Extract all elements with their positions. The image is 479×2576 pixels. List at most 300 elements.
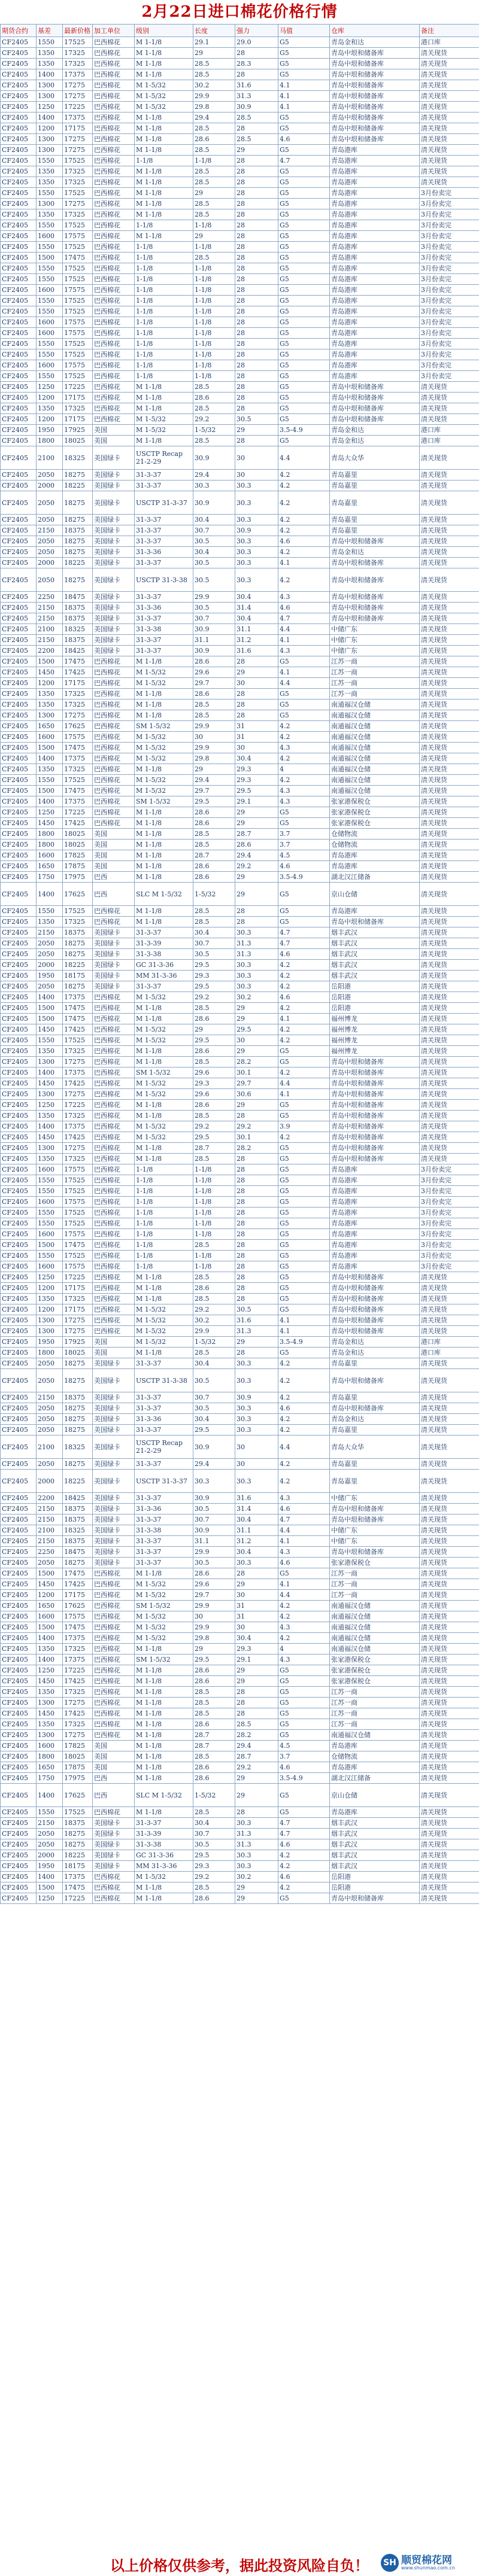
table-cell: 青岛港库 — [330, 1186, 420, 1197]
table-cell: 30.7 — [193, 1829, 235, 1839]
table-cell: 1-1/8 — [193, 1251, 235, 1261]
table-cell: 28 — [235, 1568, 278, 1579]
table-cell: 清关现货 — [420, 1655, 479, 1665]
table-cell: 29.2 — [235, 1121, 278, 1132]
table-cell: 青岛中垠和储备库 — [330, 59, 420, 69]
table-cell: 美国绿卡 — [93, 603, 135, 613]
table-row — [1, 1504, 479, 1514]
table-cell: 巴西棉花 — [93, 69, 135, 80]
table-cell: 1400 — [37, 69, 63, 80]
table-cell: 巴西棉花 — [93, 317, 135, 328]
table-cell: 31.3 — [235, 91, 278, 102]
table-cell: 4.1 — [278, 1579, 330, 1590]
table-cell: 4.7 — [278, 613, 330, 624]
table-cell: 17975 — [63, 872, 93, 883]
table-cell: USCTP 31-3-38 — [135, 1369, 193, 1392]
table-cell: 1-1/8 — [135, 1164, 193, 1175]
table-cell: 29 — [235, 1676, 278, 1687]
table-cell: 1-1/8 — [135, 349, 193, 360]
table-cell: 青岛中垠和储备库 — [330, 48, 420, 59]
table-cell: 29.5 — [193, 796, 235, 807]
table-row — [1, 1304, 479, 1315]
table-cell: 31.3 — [235, 1829, 278, 1839]
table-cell: 巴西 — [93, 872, 135, 883]
table-cell: CF2405 — [1, 949, 37, 960]
table-row — [1, 1568, 479, 1579]
table-cell: 17275 — [63, 134, 93, 145]
table-cell: 28.5 — [193, 177, 235, 188]
table-cell: 青岛港库 — [330, 199, 420, 209]
table-cell: 青岛中垠和储备库 — [330, 69, 420, 80]
table-cell: CF2405 — [1, 1369, 37, 1392]
table-cell: 17575 — [63, 360, 93, 371]
table-cell: 岳阳港 — [330, 1882, 420, 1893]
table-cell: 17525 — [63, 156, 93, 166]
table-cell: 31-3-37 — [135, 1403, 193, 1414]
table-cell: 4.6 — [278, 1504, 330, 1514]
table-cell: 1300 — [37, 80, 63, 91]
table-cell: 巴西棉花 — [93, 242, 135, 253]
table-cell: 1250 — [37, 382, 63, 393]
table-cell: CF2405 — [1, 491, 37, 515]
table-row — [1, 1579, 479, 1590]
table-cell: 1450 — [37, 1708, 63, 1719]
table-cell: 29.4 — [193, 775, 235, 786]
table-cell: 17275 — [63, 199, 93, 209]
table-cell: 1400 — [37, 1655, 63, 1665]
table-cell: 29.6 — [193, 1579, 235, 1590]
table-cell: 4.1 — [278, 1014, 330, 1024]
table-cell: 巴西棉花 — [93, 1622, 135, 1633]
table-row — [1, 1687, 479, 1698]
table-cell: CF2405 — [1, 525, 37, 536]
table-cell: 1-1/8 — [193, 1175, 235, 1186]
table-cell: 18325 — [63, 446, 93, 470]
table-cell: 1300 — [37, 145, 63, 156]
table-cell: 17275 — [63, 1326, 93, 1337]
table-row — [1, 242, 479, 253]
table-cell: M 1-5/32 — [135, 667, 193, 678]
table-cell: 30.5 — [193, 1403, 235, 1414]
table-cell: 巴西棉花 — [93, 1164, 135, 1175]
table-cell: 湖北汉江储备 — [330, 872, 420, 883]
table-cell: G5 — [278, 1687, 330, 1698]
table-cell: 30.4 — [193, 515, 235, 525]
table-cell: 1500 — [37, 1003, 63, 1014]
table-cell: 1-1/8 — [135, 317, 193, 328]
table-cell: 17375 — [63, 753, 93, 764]
table-cell: 29 — [193, 48, 235, 59]
table-row — [1, 37, 479, 48]
table-cell: 30.1 — [235, 1067, 278, 1078]
column-header: 备注 — [420, 25, 479, 37]
table-cell: 4.3 — [278, 786, 330, 796]
table-cell: 巴西棉花 — [93, 1730, 135, 1741]
table-cell: 清关现货 — [420, 48, 479, 59]
table-row — [1, 1218, 479, 1229]
table-cell: G5 — [278, 1100, 330, 1111]
table-cell: 青岛金和达 — [330, 1337, 420, 1348]
table-cell: 30.9 — [193, 446, 235, 470]
table-cell: 18375 — [63, 635, 93, 646]
table-cell: CF2405 — [1, 188, 37, 199]
table-cell: 17325 — [63, 1046, 93, 1057]
table-cell: 清关现货 — [420, 80, 479, 91]
table-cell: 4.2 — [278, 1601, 330, 1611]
table-cell: 17475 — [63, 786, 93, 796]
table-cell: 28.5 — [193, 840, 235, 850]
table-cell: 4.2 — [278, 981, 330, 992]
table-cell: 29.5 — [193, 960, 235, 971]
table-cell: 30.5 — [193, 1558, 235, 1568]
table-row — [1, 872, 479, 883]
table-cell: 青岛中垠和储备库 — [330, 613, 420, 624]
table-cell: 美国绿卡 — [93, 1435, 135, 1459]
table-cell: 28 — [235, 1294, 278, 1304]
table-cell: 清关现货 — [420, 1861, 479, 1872]
table-cell: 清关现货 — [420, 906, 479, 917]
table-cell: 1-1/8 — [193, 349, 235, 360]
table-cell: M 1-1/8 — [135, 1143, 193, 1154]
table-cell: 28.6 — [193, 1762, 235, 1773]
table-cell: 1550 — [37, 263, 63, 274]
table-cell: 清关现货 — [420, 764, 479, 775]
table-cell: 清关现货 — [420, 1687, 479, 1698]
table-row — [1, 1414, 479, 1425]
table-cell: 17525 — [63, 188, 93, 199]
table-cell: M 1-1/8 — [135, 1568, 193, 1579]
table-cell: CF2405 — [1, 470, 37, 480]
table-cell: M 1-5/32 — [135, 1633, 193, 1644]
table-cell: 南通福汉仓储 — [330, 1601, 420, 1611]
table-cell: CF2405 — [1, 753, 37, 764]
table-cell: 4.4 — [278, 446, 330, 470]
table-cell: 清关现货 — [420, 1111, 479, 1121]
table-cell: 巴西棉花 — [93, 1100, 135, 1111]
table-cell: 31.3 — [235, 1326, 278, 1337]
table-cell: 28 — [235, 1186, 278, 1197]
table-cell: 30.4 — [235, 1547, 278, 1558]
table-cell: 南通福汉仓储 — [330, 743, 420, 753]
table-row — [1, 209, 479, 220]
table-cell: 青岛中垠和储备库 — [330, 1111, 420, 1121]
table-cell: 清关现货 — [420, 1741, 479, 1751]
table-cell: 30.9 — [193, 624, 235, 635]
table-cell: 17375 — [63, 1633, 93, 1644]
table-cell: 1200 — [37, 1283, 63, 1294]
table-cell: M 1-1/8 — [135, 145, 193, 156]
table-cell: 29.7 — [193, 1590, 235, 1601]
table-cell: 1550 — [37, 1218, 63, 1229]
table-cell: 1450 — [37, 1579, 63, 1590]
table-cell: M 1-5/32 — [135, 414, 193, 425]
table-cell: 4.1 — [278, 1089, 330, 1100]
table-cell: 29 — [235, 1773, 278, 1784]
table-cell: 清关现货 — [420, 1601, 479, 1611]
table-cell: 2200 — [37, 646, 63, 656]
table-row — [1, 231, 479, 242]
table-cell: 29 — [235, 1882, 278, 1893]
table-cell: 28 — [235, 1197, 278, 1208]
table-cell: 17625 — [63, 721, 93, 732]
table-cell: 2150 — [37, 927, 63, 938]
table-cell: 17575 — [63, 231, 93, 242]
table-cell: 31.3 — [235, 1839, 278, 1850]
table-cell: CF2405 — [1, 667, 37, 678]
table-cell: 28 — [235, 296, 278, 306]
table-cell: 1600 — [37, 317, 63, 328]
table-cell: 30.9 — [235, 102, 278, 112]
table-cell: 清关现货 — [420, 938, 479, 949]
table-cell: G5 — [278, 1304, 330, 1315]
table-cell: 巴西棉花 — [93, 1251, 135, 1261]
table-cell: 28 — [235, 436, 278, 446]
table-cell: 烟丰武汉 — [330, 1861, 420, 1872]
table-cell: G5 — [278, 1208, 330, 1218]
table-cell: CF2405 — [1, 317, 37, 328]
table-cell: 1400 — [37, 796, 63, 807]
table-cell: 2000 — [37, 1470, 63, 1493]
table-cell: 28 — [235, 1218, 278, 1229]
table-cell: M 1-5/32 — [135, 992, 193, 1003]
table-cell: 4.2 — [278, 1035, 330, 1046]
table-cell: G5 — [278, 1154, 330, 1164]
table-cell: 1250 — [37, 1100, 63, 1111]
table-row — [1, 446, 479, 470]
table-cell: 美国 — [93, 861, 135, 872]
table-cell: 17175 — [63, 1590, 93, 1601]
table-cell: 清关现货 — [420, 656, 479, 667]
table-cell: 青岛金和达 — [330, 436, 420, 446]
table-cell: CF2405 — [1, 1392, 37, 1403]
table-cell: 清关现货 — [420, 1590, 479, 1601]
table-cell: 28.5 — [193, 145, 235, 156]
table-row — [1, 166, 479, 177]
table-cell: M 1-5/32 — [135, 102, 193, 112]
table-cell: 30 — [235, 743, 278, 753]
table-cell: 清关现货 — [420, 1504, 479, 1514]
table-cell: 巴西棉花 — [93, 1807, 135, 1818]
table-cell: 清关现货 — [420, 1850, 479, 1861]
table-cell: 30.3 — [193, 1470, 235, 1493]
table-cell: 江苏一商 — [330, 1590, 420, 1601]
table-cell: 28.2 — [235, 1143, 278, 1154]
table-row — [1, 1294, 479, 1304]
table-cell: M 1-1/8 — [135, 382, 193, 393]
table-row — [1, 786, 479, 796]
table-cell: 31-3-36 — [135, 1414, 193, 1425]
table-cell: 30.4 — [193, 1818, 235, 1829]
table-cell: 29.1 — [235, 1655, 278, 1665]
table-cell: 清关现货 — [420, 678, 479, 689]
table-cell: 清关现货 — [420, 689, 479, 699]
table-cell: G5 — [278, 306, 330, 317]
table-cell: 18275 — [63, 1414, 93, 1425]
table-cell: 3月份卖完 — [420, 1186, 479, 1197]
table-cell: CF2405 — [1, 209, 37, 220]
table-cell: 巴西棉花 — [93, 667, 135, 678]
table-row — [1, 678, 479, 689]
table-cell: CF2405 — [1, 296, 37, 306]
table-cell: 巴西棉花 — [93, 1315, 135, 1326]
table-cell: CF2405 — [1, 1676, 37, 1687]
table-cell: 青岛中垠和储备库 — [330, 1132, 420, 1143]
table-cell: 17475 — [63, 1568, 93, 1579]
table-cell: 28.6 — [193, 1719, 235, 1730]
table-cell: USCTP 31-3-37 — [135, 491, 193, 515]
table-cell: 巴西棉花 — [93, 349, 135, 360]
table-cell: 清关现货 — [420, 699, 479, 710]
table-cell: 3.5-4.9 — [278, 1773, 330, 1784]
table-cell: M 1-1/8 — [135, 1730, 193, 1741]
table-cell: 南通福汉仓储 — [330, 710, 420, 721]
table-cell: 江苏一商 — [330, 1687, 420, 1698]
table-cell: 30.4 — [235, 753, 278, 764]
table-cell: 清关现货 — [420, 743, 479, 753]
table-cell: 17825 — [63, 850, 93, 861]
table-cell: 美国 — [93, 850, 135, 861]
table-cell: SM 1-5/32 — [135, 1601, 193, 1611]
table-cell: 30.5 — [193, 603, 235, 613]
table-row — [1, 1348, 479, 1358]
table-cell: CF2405 — [1, 339, 37, 349]
table-cell: 17275 — [63, 91, 93, 102]
table-cell: 1300 — [37, 710, 63, 721]
table-row — [1, 69, 479, 80]
table-cell: 烟丰武汉 — [330, 927, 420, 938]
table-row — [1, 470, 479, 480]
table-cell: 清关现货 — [420, 927, 479, 938]
table-cell: 巴西棉花 — [93, 1633, 135, 1644]
table-row — [1, 199, 479, 209]
table-cell: 青岛中垠和储备库 — [330, 568, 420, 592]
site-logo[interactable] — [381, 2553, 471, 2572]
table-cell: 28 — [235, 1154, 278, 1164]
table-cell: 3月份卖完 — [420, 360, 479, 371]
table-cell: 31 — [235, 732, 278, 743]
table-cell: 17175 — [63, 678, 93, 689]
table-cell: M 1-5/32 — [135, 1579, 193, 1590]
table-cell: 31-3-37 — [135, 536, 193, 547]
table-cell: 1-1/8 — [135, 253, 193, 263]
table-row — [1, 1208, 479, 1218]
table-cell: 2150 — [37, 613, 63, 624]
table-cell: 17225 — [63, 1100, 93, 1111]
table-cell: 青岛嘉里 — [330, 515, 420, 525]
table-cell: 29.3 — [235, 1644, 278, 1655]
table-cell: 29 — [235, 145, 278, 156]
table-cell: 4.7 — [278, 156, 330, 166]
table-cell: 1600 — [37, 1164, 63, 1175]
table-row — [1, 1655, 479, 1665]
table-cell: 30 — [235, 1590, 278, 1601]
table-row — [1, 1111, 479, 1121]
table-cell: 1200 — [37, 1304, 63, 1315]
table-cell: CF2405 — [1, 603, 37, 613]
table-cell: 4.2 — [278, 721, 330, 732]
table-cell: 1-1/8 — [135, 156, 193, 166]
table-cell: M 1-1/8 — [135, 231, 193, 242]
table-row — [1, 1132, 479, 1143]
table-cell: 1-1/8 — [193, 1229, 235, 1240]
table-cell: 2100 — [37, 1525, 63, 1536]
table-cell: 17475 — [63, 743, 93, 753]
table-cell: CF2405 — [1, 710, 37, 721]
table-cell: 18275 — [63, 949, 93, 960]
table-cell: CF2405 — [1, 1665, 37, 1676]
table-cell: M 1-5/32 — [135, 1872, 193, 1882]
column-header: 长度 — [193, 25, 235, 37]
table-cell: M 1-1/8 — [135, 1272, 193, 1283]
table-row — [1, 48, 479, 59]
table-cell: M 1-1/8 — [135, 177, 193, 188]
table-cell: 3月份卖完 — [420, 296, 479, 306]
table-cell: CF2405 — [1, 285, 37, 296]
table-cell: 青岛中垠和储备库 — [330, 382, 420, 393]
table-cell: 29.0 — [235, 37, 278, 48]
table-cell: CF2405 — [1, 1579, 37, 1590]
table-cell: 青岛中垠和储备库 — [330, 1089, 420, 1100]
table-cell: 清关现货 — [420, 883, 479, 906]
table-cell: 美国绿卡 — [93, 949, 135, 960]
table-cell: 巴西棉花 — [93, 166, 135, 177]
table-cell: 4.3 — [278, 592, 330, 603]
table-cell: 江苏一商 — [330, 1579, 420, 1590]
table-cell: 青岛港库 — [330, 177, 420, 188]
table-cell: 17425 — [63, 1579, 93, 1590]
table-cell: G5 — [278, 123, 330, 134]
table-cell: 17875 — [63, 861, 93, 872]
table-cell: CF2405 — [1, 1121, 37, 1132]
table-row — [1, 1175, 479, 1186]
table-cell: 4.1 — [278, 1326, 330, 1337]
table-cell: 1950 — [37, 1337, 63, 1348]
table-cell: G5 — [278, 296, 330, 306]
table-cell: 18375 — [63, 603, 93, 613]
table-cell: CF2405 — [1, 1558, 37, 1568]
table-cell: 1950 — [37, 425, 63, 436]
table-cell: M 1-1/8 — [135, 850, 193, 861]
table-cell: 30.4 — [193, 927, 235, 938]
table-cell: G5 — [278, 242, 330, 253]
table-cell: 巴西棉花 — [93, 382, 135, 393]
table-cell: 17275 — [63, 1057, 93, 1067]
table-cell: 29.9 — [193, 1601, 235, 1611]
table-cell: 3月份卖完 — [420, 328, 479, 339]
table-cell: 4 — [278, 1644, 330, 1655]
table-row — [1, 91, 479, 102]
table-cell: 30.7 — [193, 525, 235, 536]
table-body — [1, 37, 479, 1904]
table-cell: 29 — [235, 1579, 278, 1590]
table-cell: CF2405 — [1, 393, 37, 403]
table-cell: 港口库 — [420, 425, 479, 436]
table-cell: M 1-5/32 — [135, 1590, 193, 1601]
table-cell: 1-1/8 — [193, 1218, 235, 1229]
table-cell: 1-1/8 — [193, 328, 235, 339]
table-cell: 28 — [235, 1687, 278, 1698]
table-cell: 1-1/8 — [193, 242, 235, 253]
table-row — [1, 1186, 479, 1197]
table-row — [1, 220, 479, 231]
table-cell: 29 — [235, 807, 278, 818]
table-cell: 1550 — [37, 296, 63, 306]
table-cell: 1200 — [37, 1590, 63, 1601]
table-cell: CF2405 — [1, 558, 37, 568]
table-row — [1, 1590, 479, 1601]
table-cell: 30.5 — [193, 949, 235, 960]
table-cell: CF2405 — [1, 112, 37, 123]
